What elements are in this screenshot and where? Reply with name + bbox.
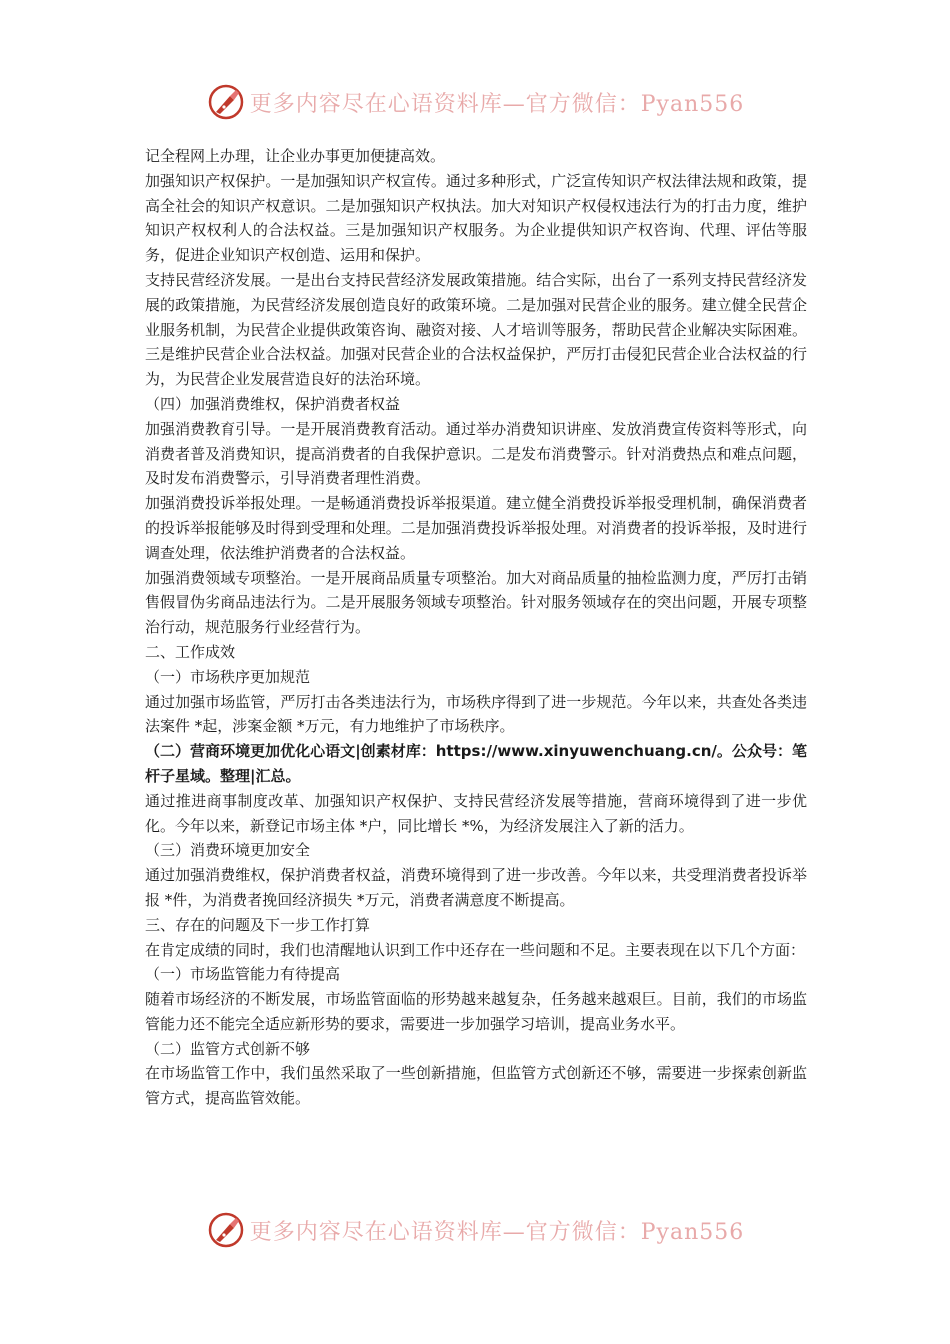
pen-nib-circle-icon — [206, 1210, 246, 1250]
section-heading: （一）市场秩序更加规范 — [145, 667, 311, 686]
body-paragraph: 随着市场经济的不断发展，市场监管面临的形势越来越复杂，任务越来越艰巨。目前，我们的市场监管能力还不能完全适应新形势的要求，需要进一步加强学习培训，提高业务水平。 — [145, 990, 807, 1033]
body-paragraph: 加强消费教育引导。一是开展消费教育活动。通过举办消费知识讲座、发放消费宣传资料等形式，向消费者普及消费知识，提高消费者的自我保护意识。二是发布消费警示。针对消费热点和难点问题，及时发布消费警示，引导消费者理性消费。 — [145, 419, 807, 488]
body-paragraph: 支持民营经济发展。一是出台支持民营经济发展政策措施。结合实际，出台了一系列支持民营经济发展的政策措施，为民营经济发展创造良好的政策环境。二是加强对民营企业的服务。建立健全民营企业服务机制，为民营企业提供政策咨询、融资对接、人才培训等服务，帮助民营企业解决实际困难。三是维护民营企业合法权益。加强对民营企业的合法权益保护，严厉打击侵犯民营企业合法权益的行为，为民营企业发展营造良好的法治环境。 — [145, 270, 807, 389]
body-paragraph: 加强知识产权保护。一是加强知识产权宣传。通过多种形式，广泛宣传知识产权法律法规和政策，提高全社会的知识产权意识。二是加强知识产权执法。加大对知识产权侵权违法行为的打击力度，维护知识产权权利人的合法权益。三是加强知识产权服务。为企业提供知识产权咨询、代理、评估等服务，促进企业知识产权创造、运用和保护。 — [145, 171, 807, 265]
body-paragraph: 在肯定成绩的同时，我们也清醒地认识到工作中还存在一些问题和不足。主要表现在以下几个方面： — [145, 940, 806, 959]
body-paragraph: 通过推进商事制度改革、加强知识产权保护、支持民营经济发展等措施，营商环境得到了进一步优化。今年以来，新登记市场主体 *户，同比增长 *%，为经济发展注入了新的活力。 — [145, 791, 807, 835]
section-heading: 二、工作成效 — [145, 642, 236, 661]
bold-heading: （二）营商环境更加优化心语文|创素材库：https://www.xinyuwenchuang.cn/。公众号：笔杆子星域。整理|汇总。 — [145, 742, 807, 785]
banner-text: 更多内容尽在心语资料库—官方微信：Pyan556 — [249, 1219, 745, 1245]
section-heading: （三）消费环境更加安全 — [145, 841, 311, 860]
body-paragraph: 记全程网上办理，让企业办事更加便捷高效。 — [145, 147, 446, 165]
section-heading: （二）监管方式创新不够 — [145, 1039, 311, 1058]
section-heading: （四）加强消费维权，保护消费者权益 — [145, 394, 401, 413]
body-paragraph: 加强消费投诉举报处理。一是畅通消费投诉举报渠道。建立健全消费投诉举报受理机制，确保消费者的投诉举报能够及时得到受理和处理。二是加强消费投诉举报处理。对消费者的投诉举报，及时进行调查处理，依法维护消费者的合法权益。 — [145, 494, 807, 562]
body-paragraph: 通过加强市场监管，严厉打击各类违法行为，市场秩序得到了进一步规范。今年以来，共查处各类违法案件 *起，涉案金额 *万元，有力地维护了市场秩序。 — [145, 692, 807, 736]
section-heading: 三、存在的问题及下一步工作打算 — [145, 915, 371, 934]
header-banner — [0, 80, 950, 124]
body-paragraph: 加强消费领域专项整治。一是开展商品质量专项整治。加大对商品质量的抽检监测力度，严厉打击销售假冒伪劣商品违法行为。二是开展服务领域专项整治。针对服务领域存在的突出问题，开展专项整治行动，规范服务行业经营行为。 — [145, 568, 807, 637]
body-paragraph: 通过加强消费维权，保护消费者权益，消费环境得到了进一步改善。今年以来，共受理消费者投诉举报 *件，为消费者挽回经济损失 *万元，消费者满意度不断提高。 — [145, 866, 807, 909]
document-body — [145, 144, 807, 1111]
banner-text: 更多内容尽在心语资料库—官方微信：Pyan556 — [249, 91, 745, 117]
section-heading: （一）市场监管能力有待提高 — [145, 965, 341, 984]
footer-banner — [0, 1208, 950, 1252]
body-paragraph: 在市场监管工作中，我们虽然采取了一些创新措施，但监管方式创新还不够，需要进一步探索创新监管方式，提高监管效能。 — [145, 1064, 807, 1108]
pen-nib-circle-icon — [206, 82, 246, 122]
